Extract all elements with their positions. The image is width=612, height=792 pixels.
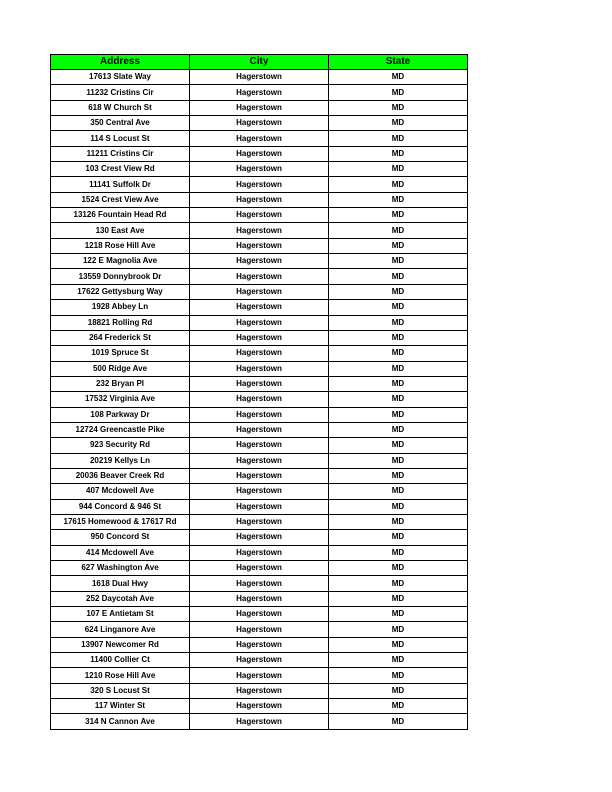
state-cell[interactable]: MD xyxy=(329,422,468,437)
table-row xyxy=(51,346,468,361)
state-cell[interactable]: MD xyxy=(329,699,468,714)
address-cell[interactable]: 17622 Gettysburg Way xyxy=(51,284,190,299)
address-cell[interactable]: 11400 Collier Ct xyxy=(51,653,190,668)
state-cell[interactable]: MD xyxy=(329,131,468,146)
state-cell[interactable]: MD xyxy=(329,361,468,376)
table-row xyxy=(51,376,468,391)
state-cell[interactable]: MD xyxy=(329,223,468,238)
address-cell[interactable]: 114 S Locust St xyxy=(51,131,190,146)
state-cell[interactable]: MD xyxy=(329,162,468,177)
state-cell[interactable]: MD xyxy=(329,392,468,407)
state-cell[interactable]: MD xyxy=(329,177,468,192)
address-cell[interactable]: 627 Washington Ave xyxy=(51,561,190,576)
address-cell[interactable]: 923 Security Rd xyxy=(51,438,190,453)
address-cell[interactable]: 130 East Ave xyxy=(51,223,190,238)
address-cell[interactable]: 618 W Church St xyxy=(51,100,190,115)
city-cell[interactable]: Hagerstown xyxy=(190,453,329,468)
table-row xyxy=(51,576,468,591)
city-cell[interactable]: Hagerstown xyxy=(190,530,329,545)
table-row xyxy=(51,453,468,468)
address-cell[interactable]: 1210 Rose Hill Ave xyxy=(51,668,190,683)
state-cell[interactable]: MD xyxy=(329,407,468,422)
city-cell[interactable]: Hagerstown xyxy=(190,438,329,453)
state-cell[interactable]: MD xyxy=(329,116,468,131)
city-cell[interactable]: Hagerstown xyxy=(190,116,329,131)
city-cell[interactable]: Hagerstown xyxy=(190,162,329,177)
address-cell[interactable]: 12724 Greencastle Pike xyxy=(51,422,190,437)
table-row xyxy=(51,468,468,483)
state-cell[interactable]: MD xyxy=(329,85,468,100)
table-row xyxy=(51,116,468,131)
table-row xyxy=(51,300,468,315)
city-cell[interactable]: Hagerstown xyxy=(190,192,329,207)
city-cell[interactable]: Hagerstown xyxy=(190,346,329,361)
state-cell[interactable]: MD xyxy=(329,208,468,223)
city-cell[interactable]: Hagerstown xyxy=(190,269,329,284)
address-cell[interactable]: 20036 Beaver Creek Rd xyxy=(51,468,190,483)
city-cell[interactable]: Hagerstown xyxy=(190,622,329,637)
city-cell[interactable]: Hagerstown xyxy=(190,699,329,714)
city-cell[interactable]: Hagerstown xyxy=(190,407,329,422)
address-table xyxy=(50,54,468,730)
table-row xyxy=(51,330,468,345)
column-header-city[interactable]: City xyxy=(190,55,329,70)
table-row xyxy=(51,85,468,100)
table-row xyxy=(51,223,468,238)
table-row xyxy=(51,70,468,85)
state-cell[interactable]: MD xyxy=(329,637,468,652)
city-cell[interactable]: Hagerstown xyxy=(190,637,329,652)
state-cell[interactable]: MD xyxy=(329,346,468,361)
address-cell[interactable]: 350 Central Ave xyxy=(51,116,190,131)
state-cell[interactable]: MD xyxy=(329,668,468,683)
address-cell[interactable]: 13907 Newcomer Rd xyxy=(51,637,190,652)
city-cell[interactable]: Hagerstown xyxy=(190,545,329,560)
city-cell[interactable]: Hagerstown xyxy=(190,376,329,391)
table-row xyxy=(51,131,468,146)
city-cell[interactable]: Hagerstown xyxy=(190,100,329,115)
state-cell[interactable]: MD xyxy=(329,269,468,284)
city-cell[interactable]: Hagerstown xyxy=(190,146,329,161)
state-cell[interactable]: MD xyxy=(329,530,468,545)
table-row xyxy=(51,591,468,606)
header-row xyxy=(51,55,468,70)
address-cell[interactable]: 1218 Rose Hill Ave xyxy=(51,238,190,253)
state-cell[interactable]: MD xyxy=(329,561,468,576)
table-row xyxy=(51,269,468,284)
address-cell[interactable]: 13126 Fountain Head Rd xyxy=(51,208,190,223)
state-cell[interactable]: MD xyxy=(329,438,468,453)
address-cell[interactable]: 252 Daycotah Ave xyxy=(51,591,190,606)
address-cell[interactable]: 320 S Locust St xyxy=(51,683,190,698)
table-row xyxy=(51,208,468,223)
state-cell[interactable]: MD xyxy=(329,238,468,253)
address-cell[interactable]: 122 E Magnolia Ave xyxy=(51,254,190,269)
column-header-state[interactable]: State xyxy=(329,55,468,70)
table-row xyxy=(51,392,468,407)
state-cell[interactable]: MD xyxy=(329,254,468,269)
city-cell[interactable]: Hagerstown xyxy=(190,422,329,437)
city-cell[interactable]: Hagerstown xyxy=(190,131,329,146)
city-cell[interactable]: Hagerstown xyxy=(190,254,329,269)
city-cell[interactable]: Hagerstown xyxy=(190,284,329,299)
address-cell[interactable]: 1524 Crest View Ave xyxy=(51,192,190,207)
table-row xyxy=(51,177,468,192)
city-cell[interactable]: Hagerstown xyxy=(190,330,329,345)
table-row xyxy=(51,514,468,529)
state-cell[interactable]: MD xyxy=(329,330,468,345)
state-cell[interactable]: MD xyxy=(329,468,468,483)
table-row xyxy=(51,484,468,499)
city-cell[interactable]: Hagerstown xyxy=(190,361,329,376)
state-cell[interactable]: MD xyxy=(329,545,468,560)
address-cell[interactable]: 950 Concord St xyxy=(51,530,190,545)
address-cell[interactable]: 17613 Slate Way xyxy=(51,70,190,85)
city-cell[interactable]: Hagerstown xyxy=(190,561,329,576)
state-cell[interactable]: MD xyxy=(329,453,468,468)
state-cell[interactable]: MD xyxy=(329,100,468,115)
address-cell[interactable]: 117 Winter St xyxy=(51,699,190,714)
address-cell[interactable]: 1019 Spruce St xyxy=(51,346,190,361)
city-cell[interactable]: Hagerstown xyxy=(190,607,329,622)
state-cell[interactable]: MD xyxy=(329,653,468,668)
state-cell[interactable]: MD xyxy=(329,591,468,606)
city-cell[interactable]: Hagerstown xyxy=(190,653,329,668)
city-cell[interactable]: Hagerstown xyxy=(190,392,329,407)
state-cell[interactable]: MD xyxy=(329,607,468,622)
city-cell[interactable]: Hagerstown xyxy=(190,208,329,223)
table-row xyxy=(51,637,468,652)
state-cell[interactable]: MD xyxy=(329,284,468,299)
state-cell[interactable]: MD xyxy=(329,70,468,85)
table-row xyxy=(51,714,468,729)
table-row xyxy=(51,422,468,437)
address-cell[interactable]: 11211 Cristins Cir xyxy=(51,146,190,161)
table-row xyxy=(51,146,468,161)
city-cell[interactable]: Hagerstown xyxy=(190,300,329,315)
address-cell[interactable]: 500 Ridge Ave xyxy=(51,361,190,376)
table-row xyxy=(51,407,468,422)
table-row xyxy=(51,100,468,115)
table-row xyxy=(51,361,468,376)
column-header-address[interactable]: Address xyxy=(51,55,190,70)
city-cell[interactable]: Hagerstown xyxy=(190,499,329,514)
city-cell[interactable]: Hagerstown xyxy=(190,576,329,591)
address-cell[interactable]: 1618 Dual Hwy xyxy=(51,576,190,591)
table-row xyxy=(51,499,468,514)
city-cell[interactable]: Hagerstown xyxy=(190,683,329,698)
city-cell[interactable]: Hagerstown xyxy=(190,177,329,192)
state-cell[interactable]: MD xyxy=(329,499,468,514)
table-row xyxy=(51,254,468,269)
city-cell[interactable]: Hagerstown xyxy=(190,238,329,253)
address-cell[interactable]: 20219 Kellys Ln xyxy=(51,453,190,468)
table-row xyxy=(51,438,468,453)
table-row xyxy=(51,668,468,683)
city-cell[interactable]: Hagerstown xyxy=(190,484,329,499)
address-cell[interactable]: 103 Crest View Rd xyxy=(51,162,190,177)
table-row xyxy=(51,699,468,714)
table-row xyxy=(51,530,468,545)
city-cell[interactable]: Hagerstown xyxy=(190,714,329,729)
state-cell[interactable]: MD xyxy=(329,192,468,207)
city-cell[interactable]: Hagerstown xyxy=(190,223,329,238)
city-cell[interactable]: Hagerstown xyxy=(190,315,329,330)
city-cell[interactable]: Hagerstown xyxy=(190,668,329,683)
address-cell[interactable]: 107 E Antietam St xyxy=(51,607,190,622)
address-cell[interactable]: 17615 Homewood & 17617 Rd xyxy=(51,514,190,529)
address-cell[interactable]: 17532 Virginia Ave xyxy=(51,392,190,407)
table-row xyxy=(51,607,468,622)
address-cell[interactable]: 1928 Abbey Ln xyxy=(51,300,190,315)
table-row xyxy=(51,162,468,177)
city-cell[interactable]: Hagerstown xyxy=(190,70,329,85)
table-row xyxy=(51,192,468,207)
state-cell[interactable]: MD xyxy=(329,714,468,729)
state-cell[interactable]: MD xyxy=(329,576,468,591)
state-cell[interactable]: MD xyxy=(329,683,468,698)
state-cell[interactable]: MD xyxy=(329,300,468,315)
table-row xyxy=(51,653,468,668)
address-cell[interactable]: 11232 Cristins Cir xyxy=(51,85,190,100)
address-cell[interactable]: 264 Frederick St xyxy=(51,330,190,345)
table-row xyxy=(51,545,468,560)
table-row xyxy=(51,238,468,253)
address-cell[interactable]: 232 Bryan Pl xyxy=(51,376,190,391)
address-cell[interactable]: 944 Concord & 946 St xyxy=(51,499,190,514)
address-cell[interactable]: 18821 Rolling Rd xyxy=(51,315,190,330)
address-cell[interactable]: 314 N Cannon Ave xyxy=(51,714,190,729)
state-cell[interactable]: MD xyxy=(329,484,468,499)
address-cell[interactable]: 13559 Donnybrook Dr xyxy=(51,269,190,284)
city-cell[interactable]: Hagerstown xyxy=(190,468,329,483)
address-cell[interactable]: 407 Mcdowell Ave xyxy=(51,484,190,499)
table-body xyxy=(51,70,468,730)
state-cell[interactable]: MD xyxy=(329,315,468,330)
table-row xyxy=(51,683,468,698)
address-cell[interactable]: 414 Mcdowell Ave xyxy=(51,545,190,560)
table-row xyxy=(51,622,468,637)
address-cell[interactable]: 624 Linganore Ave xyxy=(51,622,190,637)
city-cell[interactable]: Hagerstown xyxy=(190,85,329,100)
state-cell[interactable]: MD xyxy=(329,514,468,529)
address-cell[interactable]: 108 Parkway Dr xyxy=(51,407,190,422)
state-cell[interactable]: MD xyxy=(329,376,468,391)
city-cell[interactable]: Hagerstown xyxy=(190,514,329,529)
state-cell[interactable]: MD xyxy=(329,622,468,637)
address-cell[interactable]: 11141 Suffolk Dr xyxy=(51,177,190,192)
table-row xyxy=(51,561,468,576)
table-row xyxy=(51,284,468,299)
table-row xyxy=(51,315,468,330)
state-cell[interactable]: MD xyxy=(329,146,468,161)
city-cell[interactable]: Hagerstown xyxy=(190,591,329,606)
